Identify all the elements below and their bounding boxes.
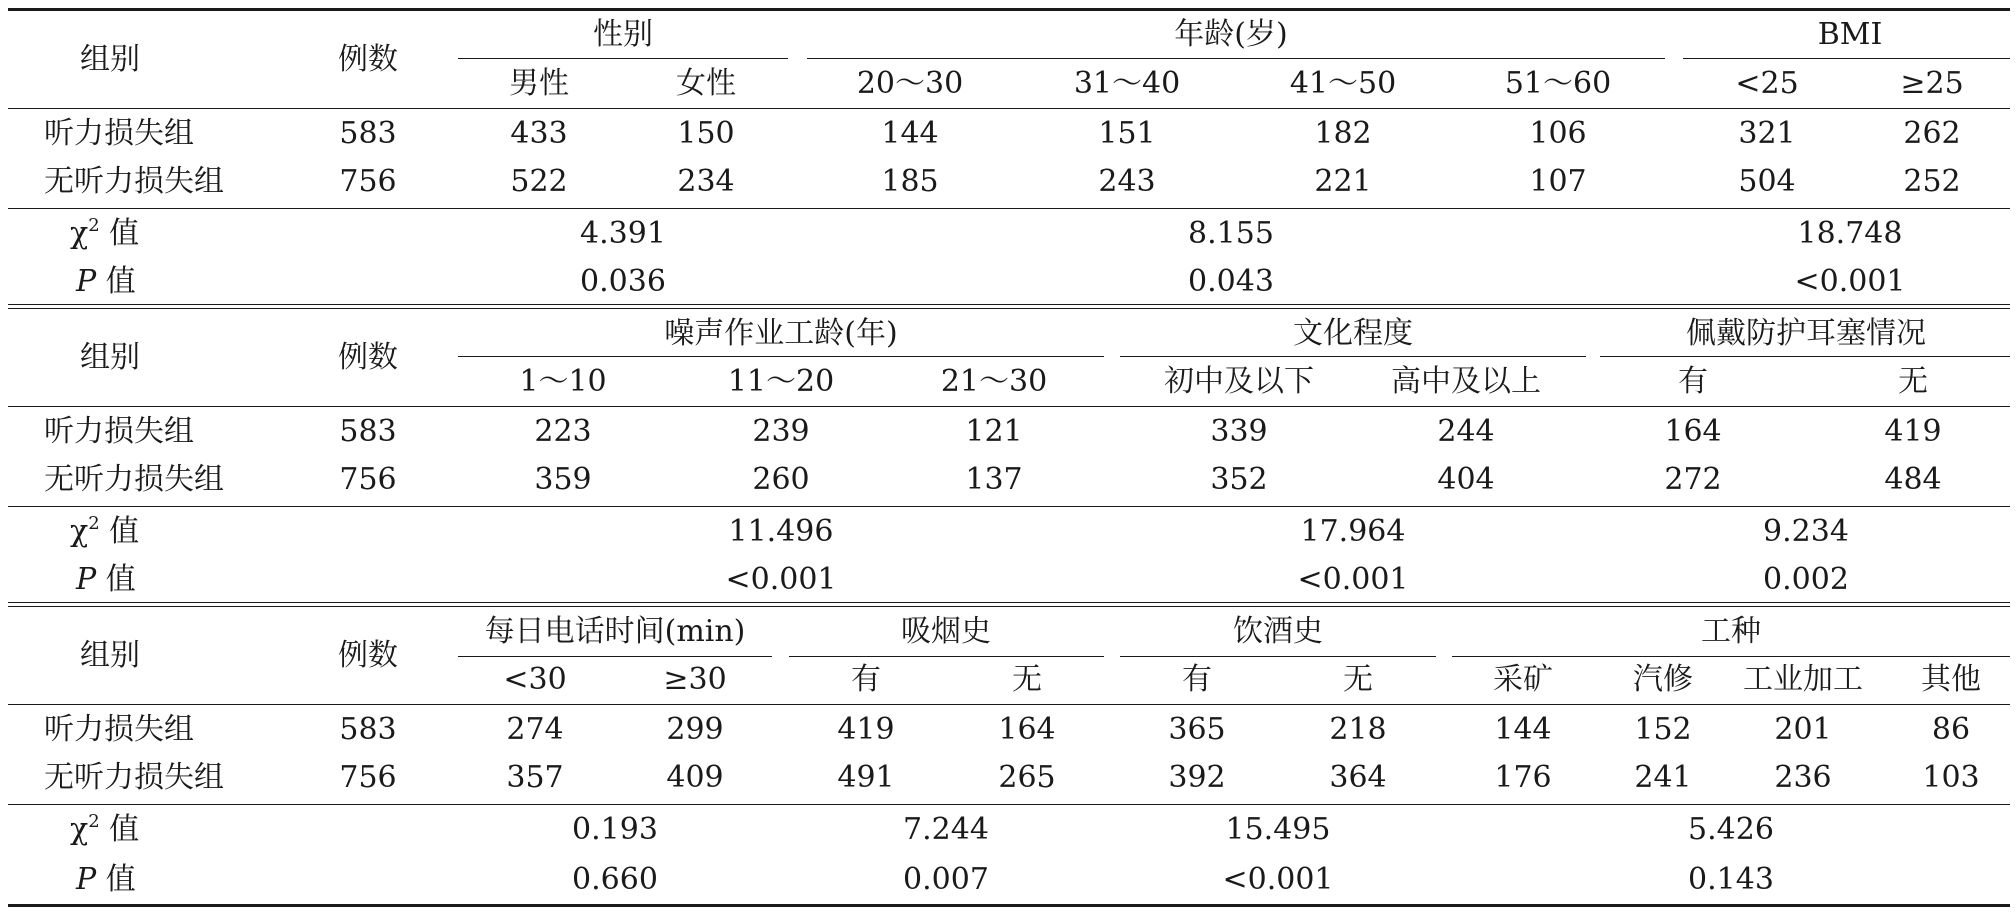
stats-rule [8,506,2010,507]
row-count: 756 [339,760,397,795]
p-value: <0.001 [725,562,837,597]
chi-square-label-symbol: χ [70,812,89,847]
chi-square-value: 9.234 [1763,514,1849,549]
subcolumn-header: 初中及以下 [1164,364,1314,399]
chi-square-label-superscript: 2 [88,215,100,236]
row-label: 听力损失组 [44,712,194,747]
chi-square-value: 4.391 [580,216,666,251]
header-group: 组别 [80,340,140,375]
header-bottom-rule [8,108,2010,109]
p-value: 0.043 [1188,264,1274,299]
p-value: 0.007 [903,862,989,897]
row-label: 无听力损失组 [44,164,224,199]
table-cell: 107 [1529,164,1587,199]
column-group-header: 噪声作业工龄(年) [664,316,898,351]
p-value: 0.143 [1688,862,1774,897]
table-cell: 221 [1314,164,1372,199]
row-label: 听力损失组 [44,116,194,151]
panel-separator-rule [8,602,2010,603]
table-cell: 272 [1664,462,1722,497]
table-top-rule [8,8,2010,11]
p-value-label [76,862,136,898]
subcolumn-header: ≥25 [1900,66,1964,101]
table-cell: 152 [1634,712,1692,747]
p-value-label-suffix: 值 [96,264,136,299]
header-group: 组别 [80,41,140,77]
table-cell: 164 [998,712,1056,747]
column-group-underline [789,656,1104,657]
table-cell: 299 [666,712,724,747]
chi-square-label [70,514,139,550]
subcolumn-header: 41～50 [1289,66,1397,101]
chi-square-label [70,216,139,252]
table-cell: 321 [1738,116,1796,151]
subcolumn-header: 采矿 [1493,662,1553,697]
chi-square-label-symbol: χ [70,216,89,251]
table-cell: 144 [881,116,939,151]
table-cell: 164 [1664,414,1722,449]
subcolumn-header: 20～30 [856,66,964,101]
table-cell: 419 [1884,414,1942,449]
row-label: 听力损失组 [44,414,194,449]
table-cell: 364 [1329,760,1387,795]
table-cell: 137 [965,462,1023,497]
stats-rule [8,208,2010,209]
p-value: 0.002 [1763,562,1849,597]
chi-square-label-superscript: 2 [88,811,100,832]
header-bottom-rule [8,406,2010,407]
subcolumn-header: 11～20 [727,364,835,399]
table-cell: 357 [506,760,564,795]
column-group-underline [807,58,1665,59]
chi-square-label [70,812,139,848]
header-count: 例数 [338,638,398,673]
chi-square-value: 7.244 [903,812,989,847]
table-cell: 236 [1774,760,1832,795]
table-cell: 121 [965,414,1023,449]
subcolumn-header: 31～40 [1073,66,1181,101]
row-label: 无听力损失组 [44,760,224,795]
chi-square-value: 18.748 [1797,216,1903,251]
table-cell: 185 [881,164,939,199]
table-cell: 484 [1884,462,1942,497]
column-group-underline [1452,656,2010,657]
table-cell: 260 [752,462,810,497]
table-cell: 262 [1903,116,1961,151]
chi-square-value: 0.193 [572,812,658,847]
subcolumn-header: 有 [851,662,881,697]
p-value-label-suffix: 值 [96,862,136,897]
p-value-label-symbol: P [76,562,97,597]
chi-square-label-suffix: 值 [99,812,140,847]
subcolumn-header: 女性 [676,66,736,101]
table-cell: 365 [1168,712,1226,747]
p-value-label-symbol: P [76,862,97,897]
column-group-underline [1600,356,2010,357]
table-cell: 103 [1922,760,1980,795]
table-cell: 106 [1529,116,1587,151]
table-cell: 223 [534,414,592,449]
row-count: 583 [339,414,397,449]
table-cell: 339 [1210,414,1268,449]
p-value: <0.001 [1794,264,1906,299]
table-cell: 433 [510,116,568,151]
table-cell: 265 [998,760,1056,795]
subcolumn-header: ≥30 [663,662,727,697]
p-value-label [76,264,136,300]
column-group-header: 工种 [1701,614,1761,649]
panel-separator-rule [8,304,2010,305]
row-count: 756 [339,164,397,199]
subcolumn-header: 工业加工 [1743,662,1863,697]
table-cell: 239 [752,414,810,449]
p-value-label [76,562,136,598]
subcolumn-header: 21～30 [940,364,1048,399]
table-cell: 243 [1098,164,1156,199]
subcolumn-header: 无 [1898,364,1928,399]
table-cell: 252 [1903,164,1961,199]
subcolumn-header: <25 [1735,66,1799,101]
table-cell: 404 [1437,462,1495,497]
table-cell: 491 [837,760,895,795]
header-bottom-rule [8,704,2010,705]
column-group-underline [458,356,1104,357]
subcolumn-header: 有 [1182,662,1212,697]
table-cell: 392 [1168,760,1226,795]
stats-rule [8,804,2010,805]
table-cell: 409 [666,760,724,795]
column-group-underline [1120,656,1436,657]
subcolumn-header: 无 [1012,662,1042,697]
p-value: 0.036 [580,264,666,299]
p-value-label-symbol: P [76,264,97,299]
panel-separator-rule [8,308,2010,309]
table-cell: 522 [510,164,568,199]
chi-square-label-suffix: 值 [99,514,140,549]
row-count: 583 [339,712,397,747]
chi-square-label-suffix: 值 [99,216,140,251]
table-cell: 176 [1494,760,1552,795]
table-cell: 86 [1931,712,1971,747]
chi-square-label-symbol: χ [70,514,89,549]
p-value: 0.660 [572,862,658,897]
column-group-header: 吸烟史 [901,614,991,649]
subcolumn-header: 其他 [1921,662,1981,697]
row-count: 756 [339,462,397,497]
panel-separator-rule [8,606,2010,607]
table-bottom-rule [8,904,2010,907]
chi-square-value: 11.496 [728,514,834,549]
table-cell: 150 [677,116,735,151]
column-group-header: 性别 [593,17,653,52]
subcolumn-header: 汽修 [1633,662,1693,697]
column-group-header: BMI [1817,17,1883,52]
chi-square-value: 5.426 [1688,812,1774,847]
chi-square-value: 8.155 [1188,216,1274,251]
p-value: <0.001 [1297,562,1409,597]
table-cell: 182 [1314,116,1372,151]
header-group: 组别 [80,638,140,673]
row-label: 无听力损失组 [44,462,224,497]
column-group-header: 饮酒史 [1233,614,1323,649]
p-value-label-suffix: 值 [96,562,136,597]
table-cell: 359 [534,462,592,497]
subcolumn-header: 有 [1678,364,1708,399]
chi-square-value: 15.495 [1225,812,1331,847]
table-cell: 218 [1329,712,1387,747]
column-group-header: 佩戴防护耳塞情况 [1686,316,1926,351]
subcolumn-header: 1～10 [519,364,607,399]
table-cell: 201 [1774,712,1832,747]
subcolumn-header: 无 [1343,662,1373,697]
table-cell: 274 [506,712,564,747]
table-cell: 419 [837,712,895,747]
subcolumn-header: 高中及以上 [1391,364,1541,399]
table-cell: 504 [1738,164,1796,199]
column-group-header: 文化程度 [1293,316,1413,351]
table-cell: 352 [1210,462,1268,497]
table-cell: 144 [1494,712,1552,747]
subcolumn-header: <30 [503,662,567,697]
row-count: 583 [339,116,397,151]
p-value: <0.001 [1222,862,1334,897]
subcolumn-header: 51～60 [1504,66,1612,101]
chi-square-label-superscript: 2 [88,513,100,534]
column-group-underline [1120,356,1586,357]
column-group-underline [458,58,788,59]
table-cell: 241 [1634,760,1692,795]
column-group-header: 每日电话时间(min) [484,614,746,649]
table-cell: 151 [1098,116,1156,151]
chi-square-value: 17.964 [1300,514,1406,549]
table-cell: 234 [677,164,735,199]
table-cell: 244 [1437,414,1495,449]
column-group-underline [458,656,772,657]
header-count: 例数 [338,41,398,77]
column-group-underline [1683,58,2010,59]
subcolumn-header: 男性 [509,66,569,101]
header-count: 例数 [338,340,398,375]
column-group-header: 年龄(岁) [1174,17,1288,52]
